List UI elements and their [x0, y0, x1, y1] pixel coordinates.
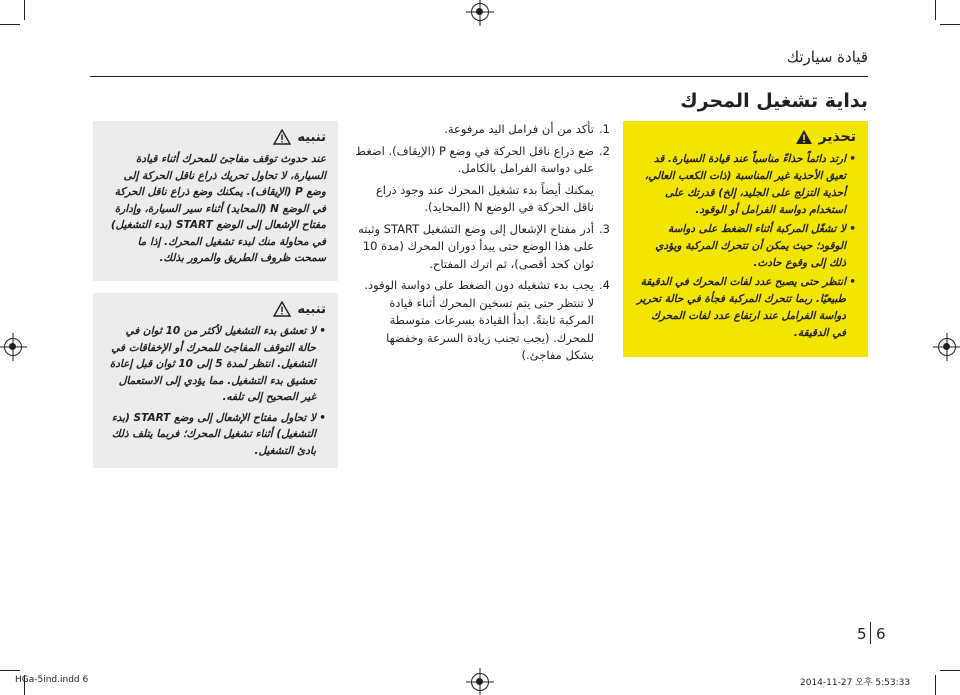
step-text: تأكد من أن فرامل اليد مرفوعة. — [444, 122, 594, 136]
step-number: 3. — [599, 221, 610, 236]
step-number: 4. — [599, 278, 610, 292]
list-item: • لا تشغّل المركبة أثناء الضغط على دواسة الوقود؛ حيث يمكن أن تتحرك المركبة ويؤدي ذلك إلى وقوع حادث. — [635, 221, 856, 272]
caution-title-row — [105, 129, 326, 145]
list-item: • لا تحاول مفتاح الإشعال إلى وضع START (بدء التشغيل) أثناء تشغيل المحرك؛ فربما يتلف ذلك بادئ التشغيل. — [105, 410, 326, 460]
crop-mark — [0, 670, 20, 671]
registration-mark-icon — [471, 3, 489, 21]
caution-text: عند حدوث توقف مفاجئ للمحرك أثناء قيادة السيارة، لا تحاول تحريك ذراع ناقل الحركة إلى وضع P (الإيقاف). يمكنك وضع ذراع ناقل الحركة في الوضع N (المحايد) أثناء سير السيارة، وإدارة مفتاح الإشعال إلى الوضع START (بدء التشغيل) في محاولة منك لبدء تشغيل المحرك. إذا ما سمحت ظروف الطريق والمرور بذلك. — [110, 153, 326, 264]
list-item — [355, 121, 610, 139]
warning-title: تحذير — [818, 129, 856, 145]
caution-triangle-icon — [273, 301, 291, 317]
step-text: ضع ذراع ناقل الحركة في وضع P (الإيقاف). اضغط على دواسة الفرامل بالكامل. — [355, 143, 594, 175]
caution-triangle-icon — [273, 129, 291, 145]
warning-triangle-icon — [795, 129, 813, 145]
caution-box — [93, 121, 338, 281]
caution-title: تنبيه — [297, 129, 326, 145]
chapter-number: 5 — [857, 625, 867, 643]
print-slug: HGa-5ind.indd 6 — [15, 675, 89, 685]
crop-mark — [0, 24, 20, 25]
list-item — [355, 182, 610, 217]
start-procedure-steps — [355, 121, 610, 369]
warning-title-row — [635, 129, 856, 145]
step-text: يجب بدء تشغيله دون الضغط على دواسة الوقود. لا تنتظر حتى يتم تسخين المحرك أثناء قيادة المركبة ثابتةً. ابدأ القيادة بسرعات متوسطة للمحرك. (يجب تجنب زيادة السرعة وخفضها بشكل مفاجئ.) — [364, 278, 594, 362]
warning-list — [635, 151, 856, 342]
header-divider — [90, 76, 868, 77]
list-item — [355, 221, 610, 274]
list-item: • انتظر حتى يصبح عدد لفات المحرك في الدقيقة طبيعيًا. ربما تتحرك المركبة فجأة في حالة تحرير دواسة الفرامل عند ارتفاع عدد لفات المحرك في الدقيقة. — [635, 274, 856, 342]
section-header: قيادة سيارتك — [786, 48, 868, 66]
crop-mark — [935, 0, 936, 20]
registration-mark-icon — [4, 338, 22, 356]
crop-mark — [24, 0, 25, 20]
page-title: بداية تشغيل المحرك — [680, 90, 868, 112]
list-item: • ارتد دائماً حذاءً مناسباً عند قيادة السيارة. قد تعيق الأحذية غير المناسبة (ذات الكعب العالي، أحذية التزلج على الجليد، إلخ) قدرتك على استخدام دواسة الفرامل أو الوقود. — [635, 151, 856, 219]
warning-box — [623, 121, 868, 357]
print-slug-date: 2014-11-27 오후 5:53:33 — [800, 678, 911, 688]
caution-title-row — [105, 301, 326, 317]
list-item — [355, 143, 610, 178]
step-text: يمكنك أيضاً بدء تشغيل المحرك عند وجود ذراع ناقل الحركة في الوضع N (المحايد). — [375, 182, 594, 214]
page-number-divider — [870, 622, 871, 644]
crop-mark — [935, 675, 936, 695]
step-number: 2. — [599, 143, 610, 158]
caution-list — [105, 323, 326, 459]
step-text: أدر مفتاح الإشعال إلى وضع التشغيل START وثبته على هذا الوضع حتى يبدأ دوران المحرك (مدة 10 ثوان كحد أقصى)، ثم اترك المفتاح. — [358, 221, 594, 271]
page-number: 6 — [876, 625, 886, 643]
caution-box — [93, 293, 338, 468]
list-item: • لا تعشق بدء التشغيل لأكثر من 10 ثوان في حالة التوقف المفاجئ للمحرك أو الإخفاقات في التشغيل. انتظر لمدة 5 إلى 10 ثوان قبل إعادة تعشيق بدء التشغيل. مما يؤدي إلى الاستعمال غير الصحيح إلى تلفه. — [105, 323, 326, 406]
crop-mark — [940, 670, 960, 671]
crop-mark — [940, 24, 960, 25]
step-number: 1. — [599, 122, 610, 136]
registration-mark-icon — [471, 673, 489, 691]
caution-title: تنبيه — [297, 301, 326, 317]
list-item — [355, 277, 610, 365]
registration-mark-icon — [938, 338, 956, 356]
